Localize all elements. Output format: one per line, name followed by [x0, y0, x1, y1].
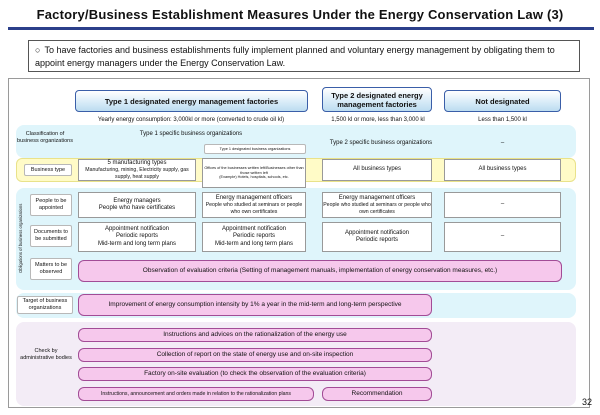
col1-doc-line2: Periodic reports — [115, 233, 159, 240]
type2-header: Type 2 designated energy management factories — [322, 87, 432, 112]
type1-documents-col1 — [78, 222, 196, 252]
col1-doc-line3: Mid-term and long term plans — [97, 240, 177, 247]
not-designated-business-cell — [444, 159, 561, 181]
recommendation-bar: Recommendation — [322, 387, 432, 401]
type2-doc-line1: Appointment notification — [344, 229, 410, 236]
matters-bar: Observation of evaluation criteria (Setting of management manuals, implementation of energy conservation measures, etc.) — [78, 260, 562, 282]
type1-designated-subhead: Type 1 designated business organizations — [204, 144, 306, 154]
type2-consumption: 1,500 kl or more, less than 3,000 kl — [331, 117, 425, 123]
col1-business-title: 5 manufacturing types — [107, 159, 167, 166]
intro-box — [28, 40, 580, 72]
col1-people-text: People who have certificates — [98, 205, 176, 211]
col2-business-text: Offices of the businesses written left/Businesses other than those written left — [204, 166, 304, 175]
type2-doc-line2: Periodic reports — [355, 237, 399, 243]
col1-people-title: Energy managers — [113, 197, 161, 204]
type2-documents-cell — [322, 222, 432, 252]
col2-business-example: (Example) Hotels, hospitals, schools, etc. — [219, 175, 289, 180]
type2-specific-text: Type 2 specific business organizations — [329, 140, 433, 146]
documents-label: Documents to be submitted — [30, 225, 72, 247]
type1-business-col1 — [78, 159, 196, 181]
classification-label: Classification of business organizations — [17, 131, 73, 144]
matters-label: Matters to be observed — [30, 258, 72, 280]
obligations-label: Obligations of business organizations — [18, 203, 23, 273]
col2-people-text: People who studied at seminars or people who own certificates — [205, 202, 303, 215]
title-rule — [8, 27, 594, 30]
type1-people-col2 — [202, 192, 306, 218]
type2-business-text: All business types — [352, 166, 402, 173]
type2-people-title: Energy management officers — [338, 194, 416, 201]
bullet-icon: ○ — [35, 45, 41, 55]
type1-specific-text: Type 1 specific business organizations — [139, 131, 243, 137]
page-title: Factory/Business Establishment Measures Under the Energy Conservation Law (3) — [36, 7, 564, 22]
evaluation-bar: Factory on-site evaluation (to check the observation of the evaluation criteria) — [78, 367, 432, 381]
people-label: People to be appointed — [30, 194, 72, 216]
col2-doc-line2: Periodic reports — [232, 233, 276, 240]
target-label: Target of business organizations — [17, 296, 73, 314]
col2-people-title: Energy management officers — [215, 194, 293, 201]
col1-doc-line1: Appointment notification — [104, 225, 170, 232]
col2-doc-line3: Mid-term and long term plans — [214, 240, 294, 247]
not-designated-people-text: – — [500, 201, 505, 208]
not-designated-classification: – — [500, 140, 505, 146]
collection-bar: Collection of report on the state of energy use and on-site inspection — [78, 348, 432, 362]
type1-consumption: Yearly energy consumption: 3,000kl or more (converted to crude oil kl) — [97, 117, 285, 123]
not-designated-people-cell — [444, 192, 561, 218]
type1-documents-col2 — [202, 222, 306, 252]
target-bar: Improvement of energy consumption intensity by 1% a year in the mid-term and long-term perspective — [78, 294, 432, 316]
not-designated-business-text: All business types — [478, 166, 527, 173]
type2-people-cell — [322, 192, 432, 218]
type2-people-text: People who studied at seminars or people who own certificates — [323, 202, 431, 215]
business-type-label: Business type — [24, 164, 72, 176]
intro-text: To have factories and business establishments fully implement planned and voluntary energy management by obligating them to appoint energy managers under the Energy Conservation Law. — [35, 45, 555, 68]
col1-business-text: Manufacturing, mining, Electricity supply, gas supply, heat supply — [85, 167, 189, 180]
type1-business-col2 — [202, 158, 306, 188]
page-number: 32 — [581, 397, 592, 407]
not-designated-header: Not designated — [444, 90, 561, 112]
type1-people-col1 — [78, 192, 196, 218]
check-label: Check by administrative bodies — [20, 348, 72, 361]
col2-doc-line1: Appointment notification — [221, 225, 287, 232]
not-designated-documents-cell — [444, 222, 561, 252]
not-designated-doc-text: – — [500, 233, 505, 240]
type1-header: Type 1 designated energy management factories — [75, 90, 308, 112]
not-designated-consumption: Less than 1,500 kl — [478, 117, 527, 123]
instructions-bar: Instructions and advices on the rationalization of the energy use — [78, 328, 432, 342]
type2-business-cell — [322, 159, 432, 181]
announcement-bar: Instructions, announcement and orders made in relation to the rationalization plans — [78, 387, 314, 401]
